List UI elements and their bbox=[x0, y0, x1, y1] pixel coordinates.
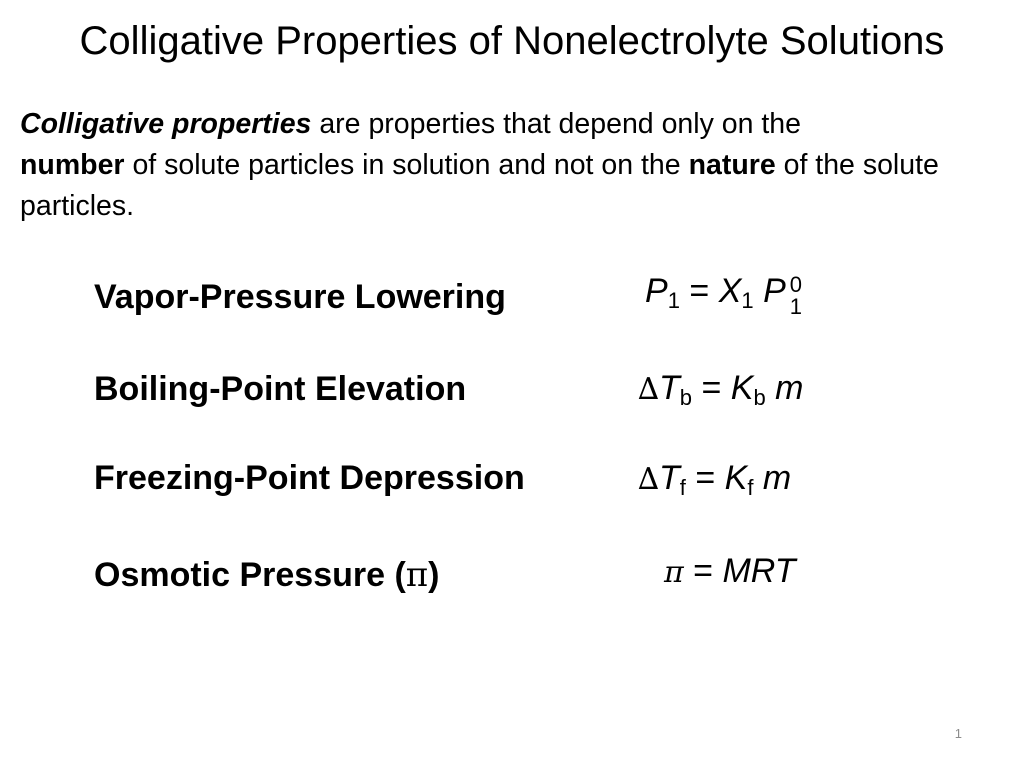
vapor-pressure-equation bbox=[645, 271, 802, 318]
eq-var-t: T bbox=[658, 369, 680, 407]
eq-equals: = bbox=[701, 369, 722, 407]
vapor-pressure-lowering-label: Vapor-Pressure Lowering bbox=[94, 278, 506, 316]
eq-var-p: P bbox=[645, 272, 668, 310]
slide-number: 1 bbox=[954, 726, 962, 741]
eq-var-t: T bbox=[658, 459, 680, 497]
pi-symbol: π bbox=[664, 555, 684, 590]
osmotic-pressure-equation bbox=[664, 551, 796, 593]
eq-equals: = bbox=[689, 272, 710, 310]
eq-sub: 1 bbox=[667, 288, 680, 313]
pi-symbol: π bbox=[405, 555, 429, 595]
eq-subscript: 1 bbox=[789, 294, 803, 319]
eq-sup-sub bbox=[790, 274, 802, 318]
osmotic-pressure-label bbox=[94, 555, 439, 595]
eq-sub: f bbox=[747, 475, 754, 500]
eq-var-m: m bbox=[775, 369, 804, 407]
delta-symbol: ∆ bbox=[638, 462, 659, 497]
intro-paragraph bbox=[20, 104, 1010, 227]
eq-equals: = bbox=[693, 552, 714, 590]
eq-var-x: X bbox=[718, 272, 742, 310]
eq-sub: f bbox=[679, 475, 686, 500]
eq-var-m: m bbox=[762, 459, 792, 497]
intro-number-word: number bbox=[20, 149, 125, 181]
intro-text-3: of the solute particles. bbox=[20, 149, 939, 222]
eq-equals: = bbox=[695, 459, 716, 497]
eq-var-p-pure: P bbox=[763, 272, 786, 310]
delta-symbol: ∆ bbox=[638, 372, 659, 407]
eq-sub: b bbox=[753, 385, 766, 410]
intro-term: Colligative properties bbox=[20, 108, 312, 140]
eq-superscript: 0 bbox=[789, 272, 803, 297]
osmotic-pressure-label-text: Osmotic Pressure ( bbox=[94, 556, 406, 594]
eq-sub: 1 bbox=[741, 288, 754, 313]
eq-var-k: K bbox=[730, 369, 754, 407]
slide-title: Colligative Properties of Nonelectrolyte Solutions bbox=[79, 19, 945, 63]
intro-text-1: are properties that depend only on the bbox=[319, 108, 802, 140]
boiling-point-elevation-label: Boiling-Point Elevation bbox=[94, 370, 467, 408]
eq-var-k: K bbox=[724, 459, 748, 497]
intro-nature-word: nature bbox=[688, 149, 776, 181]
intro-text-2: of solute particles in solution and not on the bbox=[132, 149, 681, 181]
boiling-point-equation bbox=[638, 368, 803, 410]
freezing-point-equation bbox=[638, 458, 791, 500]
eq-mrt: MRT bbox=[722, 552, 796, 590]
freezing-point-depression-label: Freezing-Point Depression bbox=[94, 459, 525, 497]
osmotic-pressure-label-close: ) bbox=[428, 556, 440, 594]
eq-sub: b bbox=[679, 385, 692, 410]
